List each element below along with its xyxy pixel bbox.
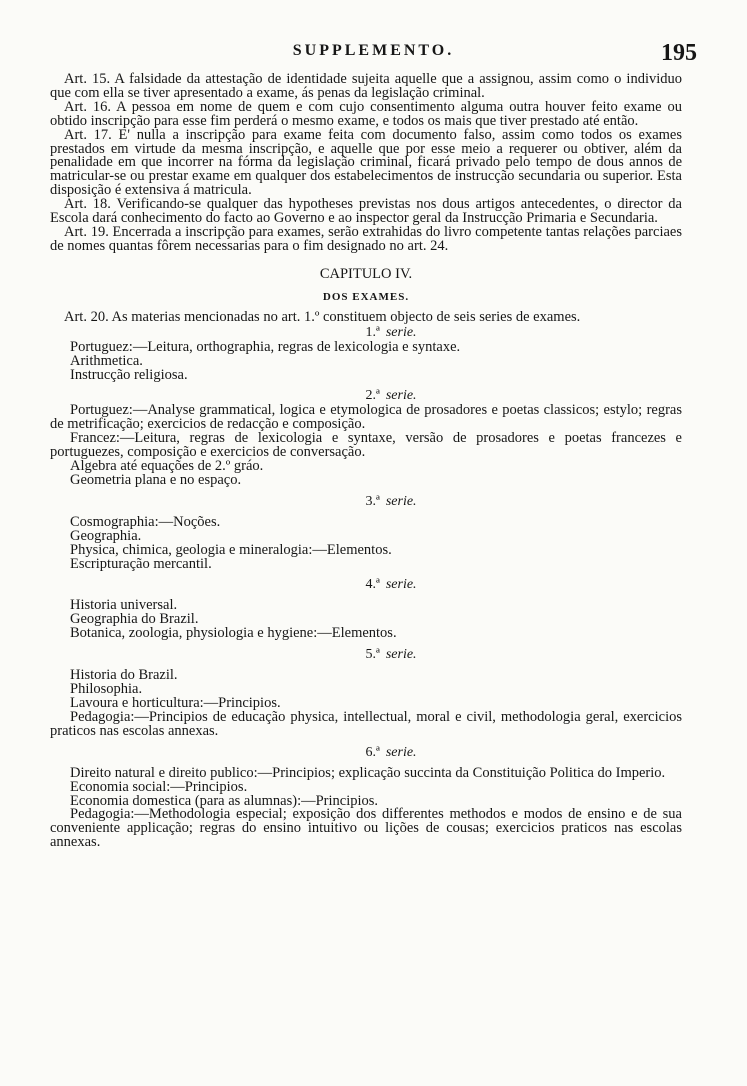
- serie-heading: [50, 577, 682, 593]
- subject-line: Lavoura e horticultura:—Principios.: [70, 695, 281, 711]
- serie-number: 4.ª: [365, 577, 380, 593]
- serie-heading: [50, 494, 682, 510]
- subject-line: Geographia.: [70, 527, 142, 544]
- page-number: 195: [661, 40, 697, 66]
- serie-label: serie.: [385, 647, 417, 663]
- subject-line: Cosmographia:—Noções.: [70, 513, 221, 530]
- serie-label: serie.: [385, 388, 417, 404]
- subject-line: Historia universal.: [70, 597, 178, 614]
- subject-line: Instrucção religiosa.: [70, 366, 188, 383]
- subject-line: Physica, chimica, geologia e mineralogia:—Elementos.: [70, 541, 392, 558]
- subject-line: Algebra até equações de 2.º gráo.: [70, 458, 264, 475]
- subject-line: Escripturação mercantil.: [70, 555, 212, 572]
- subject-line: Portuguez:—Analyse grammatical, logica e etymologica de prosadores e poetas classicos; estylo; regras de metrificação; exercicios de redacção e composição.: [50, 402, 682, 433]
- serie-label: serie.: [385, 324, 417, 340]
- page-header: [0, 40, 747, 70]
- serie-number: 5.ª: [365, 647, 380, 663]
- subject-line: Historia do Brazil.: [70, 667, 178, 684]
- serie-label: serie.: [385, 744, 417, 760]
- subject-line: Pedagogia:—Principios de educação physica, intellectual, moral e civil, methodologia geral, exercicios praticos nas escolas annexas.: [50, 708, 682, 739]
- subject-line: Direito natural e direito publico:—Principios; explicação succinta da Constituição Politica do Imperio.: [70, 764, 666, 781]
- subject-line: Economia social:—Principios.: [70, 778, 248, 795]
- article-19: Art. 19. Encerrada a inscripção para exames, serão extrahidas do livro competente tantas relações parciaes de nomes quantas fôrem necessarias para o fim designado no art. 24.: [50, 223, 682, 254]
- subject-line: Francez:—Leitura, regras de lexicologia e syntaxe, versão de prosadores e poetas francezes e portuguezes, composição e exercicios de conversação.: [50, 430, 682, 461]
- serie-number: 3.ª: [365, 493, 380, 509]
- serie-heading: [50, 745, 682, 761]
- article-15: Art. 15. A falsidade da attestação de identidade sujeita aquelle que a assignou, assim como o individuo que com ella se tiver apresentado a exame, ás penas da legislação criminal.: [50, 71, 682, 101]
- subject-line: Philosophia.: [70, 681, 143, 698]
- serie-label: serie.: [385, 577, 417, 593]
- article-20: Art. 20. As materias mencionadas no art. 1.º constituem objecto de seis series de exames.: [64, 308, 581, 325]
- article-17: Art. 17. E' nulla a inscripção para exame feita com documento falso, assim como todos os exames prestados em virtude da mesma inscripção, e aquelle que por esse meio a requerer ou obtiver, além da penalidade em que incorrer na fórma da legislação criminal, ficará privado pelo tempo de dous annos de matricular-se ou prestar exame em qualquer dos estabelecimentos de instrucção secundaria ou superior. Esta disposição é extensiva á matricula.: [50, 126, 682, 199]
- subject-line: Botanica, zoologia, physiologia e hygiene:—Elementos.: [70, 625, 397, 642]
- serie-number: 6.ª: [365, 744, 380, 760]
- chapter-heading: CAPITULO IV.: [319, 265, 413, 282]
- subject-line: Portuguez:—Leitura, orthographia, regras de lexicologia e syntaxe.: [70, 338, 461, 355]
- serie-label: serie.: [385, 493, 417, 509]
- subject-line: Pedagogia:—Methodologia especial; exposição dos differentes methodos e modos de ensino e de sua conveniente applicação; regras do ensino intuitivo ou lições de cousas; exercicios praticos nas escolas annexas.: [50, 806, 682, 851]
- section-heading: DOS EXAMES.: [322, 290, 410, 303]
- subject-line: Economia domestica (para as alumnas):—Principios.: [70, 792, 379, 809]
- running-title: SUPPLEMENTO.: [292, 42, 455, 59]
- article-16: Art. 16. A pessoa em nome de quem e com cujo consentimento alguma outra houver feito exame ou obtido inscripção para esse fim perderá o mesmo exame, e todos os mais que tiver prestado até então.: [50, 98, 682, 129]
- serie-number: 2.ª: [365, 388, 380, 404]
- serie-number: 1.ª: [365, 324, 380, 340]
- serie-heading: [50, 647, 682, 663]
- article-18: Art. 18. Verificando-se qualquer das hypotheses previstas nos dous artigos antecedentes, o director da Escola dará conhecimento do facto ao Governo e ao inspector geral da Instrucção Primaria e Secundaria.: [50, 196, 682, 227]
- page-body: [50, 73, 682, 850]
- subject-line: Geometria plana e no espaço.: [70, 471, 242, 488]
- subject-line: Arithmetica.: [70, 352, 143, 369]
- subject-line: Geographia do Brazil.: [70, 611, 199, 628]
